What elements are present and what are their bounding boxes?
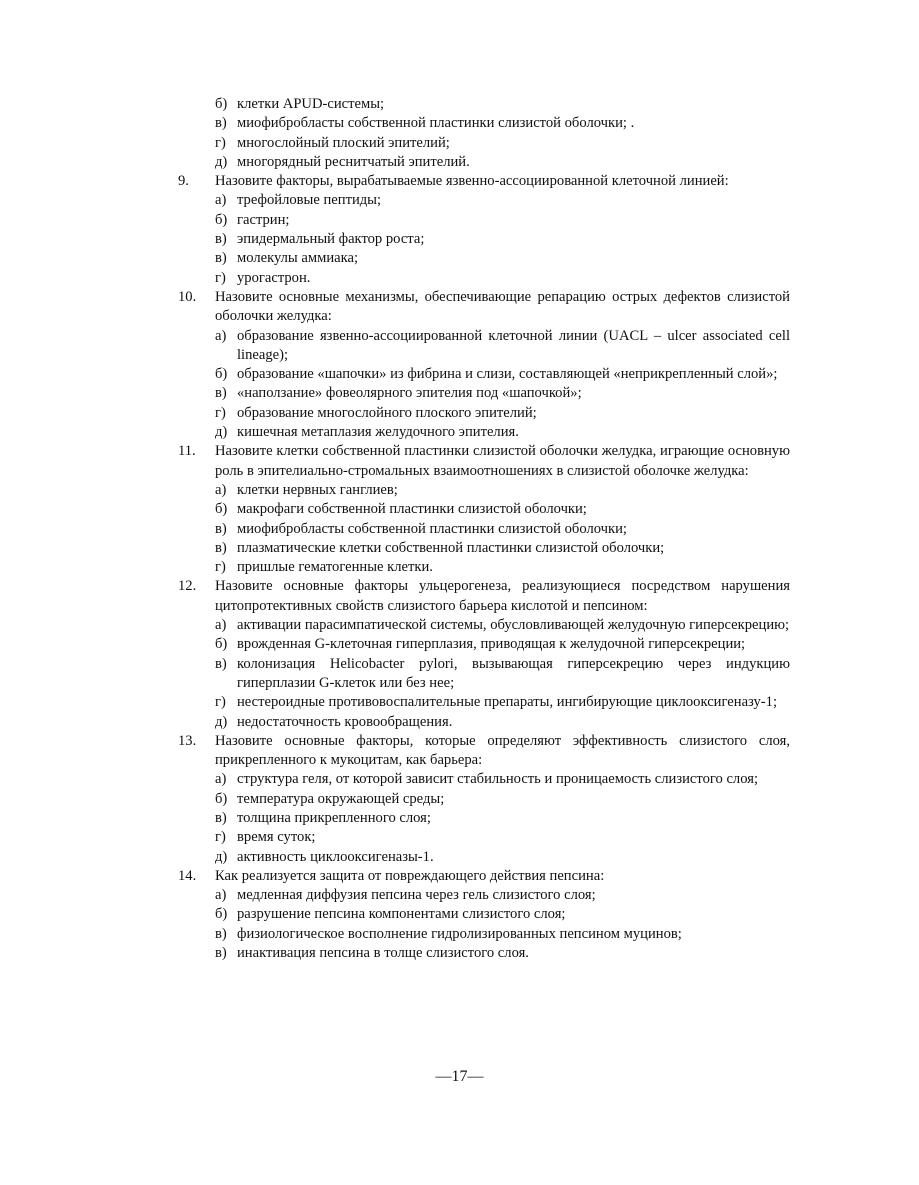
option-item [215, 713, 790, 732]
option-item [215, 327, 790, 366]
option-item [215, 423, 790, 442]
option-text: клетки нервных ганглиев; [237, 481, 398, 498]
question-line [178, 442, 790, 481]
option-label: г) [215, 694, 226, 711]
question-number: 11. [178, 443, 196, 460]
option-text: физиологическое восполнение гидролизированных пепсином муцинов; [237, 925, 682, 942]
option-text: толщина прикрепленного слоя; [237, 809, 431, 826]
option-item [215, 191, 790, 210]
option-item [215, 211, 790, 230]
question-text: Назовите основные факторы ульцерогенеза, реализующиеся посредством нарушения цитопротективных свойств слизистого барьера кислотой и пепсином: [215, 578, 790, 614]
question-text: Назовите факторы, вырабатываемые язвенно-ассоциированной клеточной линией: [215, 173, 729, 190]
option-text: эпидермальный фактор роста; [237, 231, 425, 248]
option-text: пришлые гематогенные клетки. [237, 559, 433, 576]
option-label: в) [215, 385, 227, 402]
question-11 [178, 442, 790, 577]
option-label: а) [215, 771, 227, 788]
option-item [215, 655, 790, 694]
option-label: б) [215, 790, 228, 807]
question-text: Назовите основные механизмы, обеспечивающие репарацию острых дефектов слизистой оболочки желудка: [215, 288, 790, 325]
option-label: а) [215, 481, 227, 498]
option-label: в) [215, 945, 227, 962]
option-label: в) [215, 809, 227, 826]
option-item [215, 944, 790, 963]
option-item [215, 925, 790, 944]
question-number: 9. [178, 173, 189, 190]
question-text: Назовите основные факторы, которые определяют эффективность слизистого слоя, прикрепленного к мукоцитам, как барьера: [215, 732, 790, 769]
option-text: структура геля, от которой зависит стабильность и проницаемость слизистого слоя; [237, 771, 759, 788]
option-text: нестероидные противовоспалительные препараты, ингибирующие циклооксигеназу-1; [237, 694, 778, 711]
option-text: разрушение пепсина компонентами слизистого слоя; [237, 906, 566, 923]
option-text: урогастрон. [237, 269, 311, 286]
page-number: —17— [435, 1068, 484, 1085]
question-9 [178, 172, 790, 288]
option-label: г) [215, 134, 226, 151]
option-label: а) [215, 192, 227, 209]
option-text: плазматические клетки собственной пластинки слизистой оболочки; [237, 539, 665, 556]
option-text: инактивация пепсина в толще слизистого слоя. [237, 945, 529, 962]
option-label: в) [215, 250, 227, 267]
question-text: Назовите клетки собственной пластинки слизистой оболочки желудка, играющие основную роль в эпителиально-стромальных взаимоотношениях в слизистой оболочке желудка: [215, 443, 790, 479]
option-text: макрофаги собственной пластинки слизистой оболочки; [237, 501, 587, 518]
option-label: в) [215, 925, 227, 942]
option-item [215, 95, 790, 114]
option-label: а) [215, 327, 227, 344]
option-text: активации парасимпатической системы, обусловливающей желудочную гиперсекрецию; [237, 617, 790, 634]
option-item [215, 520, 790, 539]
option-text: многослойный плоский эпителий; [237, 134, 450, 151]
option-item [215, 809, 790, 828]
question-number: 12. [178, 578, 197, 595]
option-text: молекулы аммиака; [237, 250, 359, 267]
question-line [178, 288, 790, 327]
option-item [215, 481, 790, 500]
option-item [215, 905, 790, 924]
option-text: медленная диффузия пепсина через гель слизистого слоя; [237, 887, 596, 904]
question-12 [178, 577, 790, 731]
option-text: активность циклооксигеназы-1. [237, 848, 434, 865]
option-item [215, 848, 790, 867]
option-label: в) [215, 539, 227, 556]
option-label: а) [215, 887, 227, 904]
option-item [215, 693, 790, 712]
option-item [215, 635, 790, 654]
option-label: д) [215, 424, 228, 441]
option-text: образование многослойного плоского эпителий; [237, 404, 537, 421]
option-item [215, 790, 790, 809]
question-number: 10. [178, 288, 197, 305]
option-item [215, 134, 790, 153]
option-label: д) [215, 848, 228, 865]
option-label: в) [215, 231, 227, 248]
option-item [215, 828, 790, 847]
option-label: в) [215, 520, 227, 537]
option-label: г) [215, 559, 226, 576]
option-item [215, 558, 790, 577]
option-text: врожденная G-клеточная гиперплазия, приводящая к желудочной гиперсекреции; [237, 636, 746, 653]
option-label: г) [215, 269, 226, 286]
option-text: клетки APUD-системы; [237, 96, 385, 112]
option-text: миофибробласты собственной пластинки слизистой оболочки; . [237, 115, 635, 132]
option-label: б) [215, 636, 228, 653]
option-label: б) [215, 906, 228, 923]
option-label: б) [215, 96, 228, 112]
option-label: б) [215, 211, 228, 228]
question-number: 13. [178, 732, 197, 749]
option-label: д) [215, 153, 228, 170]
option-item [215, 384, 790, 403]
question-10 [178, 288, 790, 442]
option-item [215, 153, 790, 172]
option-item [215, 886, 790, 905]
option-text: образование язвенно-ассоциированной клеточной линии (UACL – ulcer associated cell lineage); [237, 327, 790, 363]
intro-options [178, 95, 790, 172]
question-line [178, 577, 790, 616]
option-text: многорядный реснитчатый эпителий. [237, 153, 470, 170]
option-item [215, 539, 790, 558]
question-line [178, 732, 790, 771]
option-item [215, 616, 790, 635]
option-text: «наползание» фовеолярного эпителия под «шапочкой»; [237, 385, 582, 402]
option-text: время суток; [237, 829, 316, 846]
page-content [178, 95, 790, 963]
option-text: недостаточность кровообращения. [237, 713, 453, 730]
option-item [215, 249, 790, 268]
option-item [215, 500, 790, 519]
question-text: Как реализуется защита от повреждающего действия пепсина: [215, 867, 605, 884]
option-text: трефойловые пептиды; [237, 192, 382, 209]
option-item [215, 365, 790, 384]
option-text: миофибробласты собственной пластинки слизистой оболочки; [237, 520, 627, 537]
option-text: кишечная метаплазия желудочного эпителия. [237, 424, 519, 441]
option-text: колонизация Helicobacter pylori, вызывающая гиперсекрецию через индукцию гиперплазии G-клеток или без нее; [237, 655, 790, 691]
option-item [215, 230, 790, 249]
option-label: а) [215, 617, 227, 634]
option-label: в) [215, 655, 227, 672]
option-text: гастрин; [237, 211, 290, 228]
option-label: г) [215, 404, 226, 421]
option-label: б) [215, 366, 228, 383]
option-text: образование «шапочки» из фибрина и слизи, составляющей «неприкрепленный слой»; [237, 366, 778, 383]
option-label: в) [215, 115, 227, 132]
option-item [215, 114, 790, 133]
option-item [215, 269, 790, 288]
question-number: 14. [178, 867, 197, 884]
question-line [178, 867, 790, 886]
question-14 [178, 867, 790, 963]
option-label: д) [215, 713, 228, 730]
option-label: б) [215, 501, 228, 518]
question-13 [178, 732, 790, 867]
option-text: температура окружающей среды; [237, 790, 445, 807]
option-item [215, 770, 790, 789]
option-label: г) [215, 829, 226, 846]
question-line [178, 172, 790, 191]
option-item [215, 404, 790, 423]
